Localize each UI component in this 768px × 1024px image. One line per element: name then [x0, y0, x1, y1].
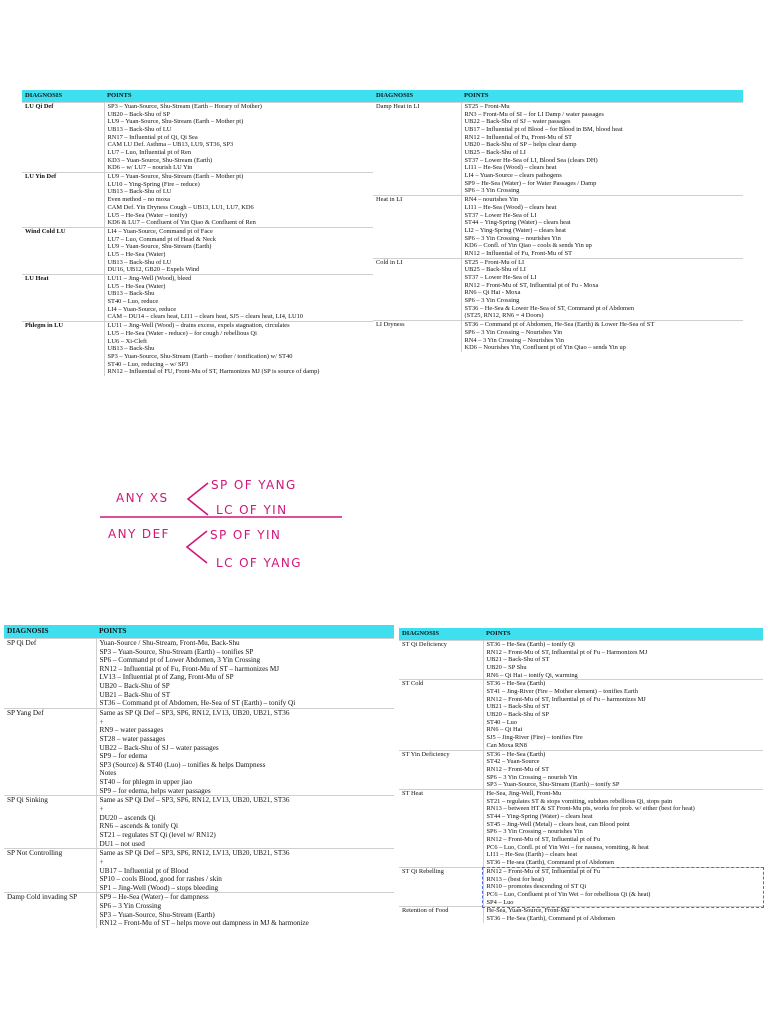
point-line: ST36 – Command pt of Abdomen, He-Sea (Earth) & Lower He-Sea of ST [464, 321, 655, 329]
point-line: UB22 – Back-Shu of SJ – water passages [464, 118, 571, 126]
header-points: POINTS [483, 628, 763, 640]
point-line: UB20 – Back-Shu of SP – helps clear damp [464, 141, 577, 149]
point-line: SP10 – cools Blood, good for rashes / skin [99, 875, 222, 884]
table-row [373, 196, 743, 259]
point-line: He-Sea, Jing-Well, Front-Mu [486, 789, 562, 797]
table-row [399, 750, 763, 789]
point-line: ST44 – Ying-Spring (Water) – clears heat [486, 813, 593, 821]
diagnosis-cell: Wind Cold LU [22, 227, 104, 274]
point-line: RN6 – ascends & tonify Qi [99, 822, 178, 831]
point-line: RN12 – Front-Mu of ST – helps move out dampness in MJ & harmonize [99, 919, 309, 928]
point-line: KD6 – Nourishes Yin, Confluent pt of Yin Qiao – sends Yin up [464, 344, 626, 352]
point-line: ST36 – He-Sea & Lower He-Sea of ST, Command pt of Abdomen [464, 304, 635, 312]
st-table [399, 628, 763, 923]
diagnosis-cell: ST Qi Deficiency [399, 640, 483, 679]
point-line: SJ5 – Jing-River (Fire) – tonifies Fire [486, 734, 583, 742]
diagnosis-cell: SP Qi Sinking [4, 796, 96, 849]
point-line: + [99, 717, 104, 726]
point-line: LU6 – Xi-Cleft [107, 337, 147, 345]
point-line: ST25 – Front-Mu [464, 102, 510, 110]
sp-table-header [4, 625, 394, 638]
points-cell [96, 849, 394, 893]
point-line: PC6 – Luo, Confl. pt of Yin Wei – for nausea, vomiting, & heat [486, 843, 649, 851]
table-row [22, 102, 373, 172]
point-line: LU5 – He-Sea (Water - reduce) – for cough / rebellious Qi [107, 329, 257, 337]
point-line: ST42 – Yuan-Source [486, 758, 540, 766]
hw-def-label: ANY DEF [108, 527, 170, 541]
hw-xs-line1: SP OF YANG [211, 478, 297, 492]
point-line: KD6 & LU7 – Confluent of Yin Qiao & Confluent of Ren [107, 219, 256, 227]
point-line: SP9 – for edema [99, 752, 148, 761]
point-line: ST21 – regulates ST & stops vomiting, subdues rebellious Qi, stops pain [486, 797, 673, 805]
point-line: LU7 – Luo, Influential pt of Ren [107, 149, 192, 157]
points-cell [461, 258, 743, 321]
point-line: ST28 – water passages [99, 734, 166, 743]
table-row [4, 638, 394, 708]
points-cell [96, 638, 394, 708]
point-line: LU9 – Yuan-Source, Shu-Stream (Earth – Mother pt) [107, 173, 244, 181]
sp-table [4, 625, 394, 928]
point-line: RN12 – Influential of Fu, Front-Mu of ST [464, 133, 573, 141]
point-line: LU9 – Yuan-Source, Shu-Stream (Earth – Mother pt) [107, 118, 244, 126]
point-line: ST36 – He-Sea (Earth) [486, 750, 546, 758]
header-points: POINTS [104, 90, 373, 102]
point-line: Same as SP Qi Def – SP3, SP6, RN12, LV13, UB20, UB21, ST36 [99, 796, 290, 805]
points-cell [104, 322, 373, 376]
point-line: ST36 – Command pt of Abdomen, He-Sea of ST (Earth) – tonify Qi [99, 699, 296, 708]
point-line: LI4 – Yuan-Source, Command pt of Face [107, 227, 213, 235]
hw-xs-line2: LC OF YIN [216, 503, 288, 517]
point-line: RN12 – Front-Mu of ST, Influential pt of Fu – harmonizes MJ [486, 695, 646, 703]
points-cell [483, 867, 763, 906]
header-points: POINTS [96, 625, 394, 638]
point-line: ST36 – He-Sea (Earth), Command pt of Abdomen [486, 914, 615, 922]
point-line: DU20 – ascends Qi [99, 813, 156, 822]
point-line: LU5 – He-Sea (Water) [107, 250, 166, 258]
table-row [399, 907, 763, 923]
diagnosis-cell: SP Qi Def [4, 638, 96, 708]
point-line: LU11 – Jing-Well (Wood), bleed [107, 275, 192, 283]
point-line: ST44 – Ying-Spring (Water) – clears heat [464, 219, 571, 227]
point-line: SP9 – for edema, helps water passages [99, 786, 211, 795]
point-line: RN13 – (best for heat) [486, 875, 545, 883]
diagnosis-cell: LU Qi Def [22, 102, 104, 172]
point-line: UB13 – Back-Shu of LU [107, 188, 172, 196]
point-line: CAM – DU14 – clears heat, LI11 – clears heat, SJ5 – clears heat, LI4, LU10 [107, 313, 304, 321]
hw-def-line2: LC OF YANG [216, 556, 302, 570]
point-line: UB25 – Back-Shu of LI [464, 149, 526, 157]
point-line: UB21 – Back-Shu of ST [99, 690, 171, 699]
point-line: RN12 – Influential pt of Fu, Front-Mu of ST – harmonizes MJ [99, 664, 280, 673]
point-line: Can Moxa RN8 [486, 741, 527, 749]
diagnosis-cell: ST Heat [399, 789, 483, 867]
point-line: RN12 – Front-Mu of ST, Influential pt of Fu [486, 836, 601, 844]
point-line: SP3 – Yuan-Source, Shu-Stream (Earth – Horary of Mother) [107, 102, 262, 110]
diagnosis-cell: ST Cold [399, 680, 483, 750]
point-line: SP3 – Yuan-Source, Shu-Stream (Earth) [99, 910, 215, 919]
table-row [22, 275, 373, 322]
table-row [399, 680, 763, 750]
hw-def-line1: SP OF YIN [210, 528, 282, 542]
point-line: LU5 – He-Sea (Water – tonify) [107, 211, 188, 219]
point-line: ST41 – Jing-River (Fire – Mother element) – tonifies Earth [486, 688, 638, 696]
table-row [373, 258, 743, 321]
point-line: RN12 – Front-Mu of ST, Influential pt of Fu [486, 867, 601, 875]
point-line: ST36 – He-sea (Earth), Command pt of Abdomen [486, 859, 614, 867]
points-cell [483, 680, 763, 750]
point-line: UB21 – Back-Shu of ST [486, 703, 550, 711]
lung-table-header [22, 90, 373, 102]
diagnosis-cell: ST Yin Deficiency [399, 750, 483, 789]
hw-brace-xs-icon [184, 480, 210, 518]
point-line: SP9 – He-Sea (Water) – for dampness [99, 893, 209, 902]
point-line: SP6 – 3 Yin Crossing [99, 902, 162, 911]
point-line: UB13 – Back-Shu of LU [107, 258, 172, 266]
point-line: LI4 – Yuan-Source – clears pathogens [464, 172, 562, 180]
point-line: LI11 – He-Sea (Earth) – clears heat [486, 851, 578, 859]
points-cell [461, 321, 743, 352]
point-line: (ST25, RN12, RN6 = 4 Doors) [464, 312, 544, 320]
diagnosis-cell: SP Yang Def [4, 709, 96, 796]
point-line: CAM Def. Yin Dryness Cough – UB13, LU1, LU7, KD6 [107, 203, 254, 211]
st-table-header [399, 628, 763, 640]
li-table [373, 90, 743, 352]
point-line: LU10 – Ying-Spring (Fire – reduce) [107, 180, 200, 188]
point-line: LI4 – Yuan-Source, reduce [107, 305, 177, 313]
point-line: RN9 – water passages [99, 726, 164, 735]
point-line: Same as SP Qi Def – SP3, SP6, RN12, LV13, UB20, UB21, ST36 [99, 849, 290, 858]
point-line: ST37 – Lower He-Sea of LI [464, 274, 537, 282]
point-line: RN12 – Influential of Fu, Front-Mu of ST [464, 249, 573, 257]
header-diagnosis: DIAGNOSIS [4, 625, 96, 638]
point-line: SP6 – 3 Yin Crossing – Nourishes Yin [464, 328, 563, 336]
point-line: RN13 – between HT & ST Front-Mu pts, works for prob. w/ either (best for heat) [486, 805, 695, 813]
points-cell [96, 709, 394, 796]
diagnosis-cell: LU Yin Def [22, 173, 104, 228]
points-cell [104, 102, 373, 172]
table-row [4, 796, 394, 849]
point-line: DU1 – not used [99, 839, 145, 848]
points-cell [461, 196, 743, 259]
point-line: KD6 – Confl. of Yin Qiao – cools & sends Yin up [464, 242, 592, 250]
point-line: LI11 – He-Sea (Wood) – clears heat [464, 164, 557, 172]
point-line: + [99, 857, 104, 866]
point-line: SP3 – Yuan-Source, Shu-Stream (Earth – mother / tonification) w/ ST40 [107, 352, 293, 360]
point-line: SP3 – Yuan-Source, Shu-Stream (Earth) – tonifies SP [99, 647, 254, 656]
point-line: ST37 – Lower He-Sea of LI [464, 211, 537, 219]
points-cell [461, 102, 743, 195]
diagnosis-cell: Heat in LI [373, 196, 461, 259]
point-line: RN4 – 3 Yin Crossing – Nourishes Yin [464, 336, 564, 344]
point-line: ST40 – Luo, reducing – w/ SP3 [107, 360, 189, 368]
points-cell [104, 275, 373, 322]
point-line: UB20 – Back-Shu of SP [99, 682, 170, 691]
diagnosis-cell: ST Qi Rebelling [399, 867, 483, 906]
point-line: RN12 – Front-Mu of ST, Influential pt of Fu - Moxa [464, 281, 599, 289]
point-line: UB22 – Back-Shu of SJ – water passages [99, 743, 219, 752]
header-points: POINTS [461, 90, 743, 102]
point-line: SP6 – 3 Yin Crossing – nourish Yin [486, 773, 578, 781]
point-line: UB21 – Back-Shu of ST [486, 656, 550, 664]
diagnosis-cell: SP Not Controlling [4, 849, 96, 893]
point-line: UB20 – Back-Shu of SP [107, 110, 170, 118]
diagnosis-cell: LI Dryness [373, 321, 461, 352]
points-cell [483, 907, 763, 923]
points-cell [483, 789, 763, 867]
point-line: RN12 – Front-Mu of ST [486, 765, 549, 773]
point-line: KD3 – Yuan-Source, Shu-Stream (Earth) [107, 156, 213, 164]
point-line: LU5 – He-Sea (Water) [107, 282, 166, 290]
point-line: Same as SP Qi Def – SP3, SP6, RN12, LV13, UB20, UB21, ST36 [99, 709, 290, 717]
point-line: ST40 – Luo [486, 718, 518, 726]
header-diagnosis: DIAGNOSIS [22, 90, 104, 102]
points-cell [104, 173, 373, 228]
point-line: RN6 – Qi Hai - Moxa [464, 289, 521, 297]
point-line: RN17 – Influential pt of Qi, Qi Sea [107, 133, 198, 141]
point-line: SP4 – Luo [486, 898, 514, 906]
point-line: SP6 – 3 Yin Crossing – nourishes Yin [464, 234, 561, 242]
hw-divider-line [98, 514, 344, 520]
point-line: SP6 – Command pt of Lower Abdomen, 3 Yin Crossing [99, 656, 261, 665]
table-row [373, 321, 743, 352]
table-row [399, 789, 763, 867]
table-row [399, 867, 763, 906]
point-line: LV13 – Influential pt of Zang, Front-Mu of SP [99, 673, 234, 682]
diagnosis-cell: Damp Cold invading SP [4, 893, 96, 928]
point-line: UB25 – Back-Shu of LI [464, 266, 526, 274]
point-line: ST36 – He-Sea (Earth) [486, 680, 546, 688]
point-line: Notes [99, 769, 117, 778]
point-line: RN12 – Front-Mu of ST, Influential pt of Fu – Harmonizes MJ [486, 648, 648, 656]
point-line: SP6 – 3 Yin Crossing – nourishes Yin [486, 828, 583, 836]
point-line: LU7 – Luo, Command pt of Head & Neck [107, 235, 216, 243]
point-line: RN10 – promotes descending of ST Qi [486, 883, 587, 891]
table-row [22, 173, 373, 228]
point-line: SP6 – 3 Yin Crossing [464, 187, 520, 195]
header-diagnosis: DIAGNOSIS [399, 628, 483, 640]
point-line: + [99, 805, 104, 814]
table-row [4, 893, 394, 928]
diagnosis-cell: Phlegm in LU [22, 322, 104, 376]
diagnosis-cell: Cold in LI [373, 258, 461, 321]
point-line: RN4 – nourishes Yin [464, 196, 519, 204]
point-line: UB17 – Influential pt of Blood [99, 866, 189, 875]
hw-xs-label: ANY XS [116, 491, 169, 505]
point-line: UB13 – Back-Shu of LU [107, 125, 172, 133]
point-line: RN6 – Qi Hai [486, 726, 523, 734]
point-line: ST37 – Lower He-Sea of LI, Blood Sea (clears DH) [464, 156, 598, 164]
point-line: LU9 – Yuan-Source, Shu-Stream (Earth) [107, 243, 212, 251]
points-cell [96, 893, 394, 928]
point-line: PC6 – Luo, Confluent pt of Yin Wei – for rebellious Qi (& heat) [486, 890, 651, 898]
table-row [22, 322, 373, 376]
point-line: SP1 – Jing-Well (Wood) – stops bleeding [99, 883, 219, 892]
point-line: ST40 – for phlegm in upper jiao [99, 778, 193, 787]
point-line: Yuan-Source / Shu-Stream, Front-Mu, Back-Shu [99, 638, 240, 647]
point-line: RN6 – Qi Hai – tonify Qi, warming [486, 671, 578, 679]
point-line: UB17 – Influential pt of Blood – for Blood in BM, blood heat [464, 125, 623, 133]
point-line: UB13 – Back-Shu [107, 290, 155, 298]
table-row [373, 102, 743, 195]
point-line: RN3 – Front-Mu of SI – for LI Damp / water passages [464, 110, 604, 118]
points-cell [96, 796, 394, 849]
hw-brace-def-icon [183, 528, 209, 566]
point-line: UB20 – Back-Shu of SP [486, 711, 549, 719]
diagnosis-cell: Retention of Food [399, 907, 483, 923]
lung-table [22, 90, 373, 376]
point-line: Even method – no moxa [107, 196, 170, 204]
point-line: He-Sea, Yuan-Source, Front-Mu [486, 907, 570, 915]
points-cell [104, 227, 373, 274]
point-line: ST25 – Front-Mu of LI [464, 258, 525, 266]
point-line: SP6 – 3 Yin Crossing [464, 297, 520, 305]
point-line: LU11 – Jing-Well (Wood) – drains excess, expels stagnation, circulates [107, 322, 290, 330]
point-line: DU16, UB12, GB20 – Expels Wind [107, 266, 200, 274]
li-table-header [373, 90, 743, 102]
point-line: SP9 – He-Sea (Water) – for Water Passages / Damp [464, 179, 597, 187]
point-line: RN12 – Influential of FU, Front-Mu of ST, Harmonizes MJ (SP is source of damp) [107, 368, 320, 376]
point-line: LI11 – He-Sea (Wood) – clears heat [464, 203, 557, 211]
points-cell [483, 640, 763, 679]
point-line: ST40 – Luo, reduce [107, 298, 159, 306]
diagnosis-cell: Damp Heat in LI [373, 102, 461, 195]
point-line: ST45 – Jing-Well (Metal) – clears heat, can Blood point [486, 820, 630, 828]
header-diagnosis: DIAGNOSIS [373, 90, 461, 102]
point-line: ST21 – regulates ST Qi (level w/ RN12) [99, 830, 216, 839]
point-line: SP3 – Yuan-Source, Shu-Stream (Earth) – tonify SP [486, 781, 620, 789]
points-cell [483, 750, 763, 789]
table-row [399, 640, 763, 679]
point-line: CAM LU Def. Asthma – UB13, LU9, ST36, SP3 [107, 141, 234, 149]
table-row [4, 849, 394, 893]
point-line: UB20 – SP Shu [486, 663, 527, 671]
point-line: ST36 – He-Sea (Earth) – tonify Qi [486, 640, 575, 648]
point-line: SP3 (Source) & ST40 (Luo) – tonifies & helps Dampness [99, 760, 266, 769]
point-line: UB13 – Back-Shu [107, 345, 155, 353]
diagnosis-cell: LU Heat [22, 275, 104, 322]
point-line: LI2 – Ying-Spring (Water) – clears heat [464, 226, 566, 234]
table-row [22, 227, 373, 274]
table-row [4, 709, 394, 796]
point-line: KD6 – w/ LU7 – nourish LU Yin [107, 164, 193, 172]
